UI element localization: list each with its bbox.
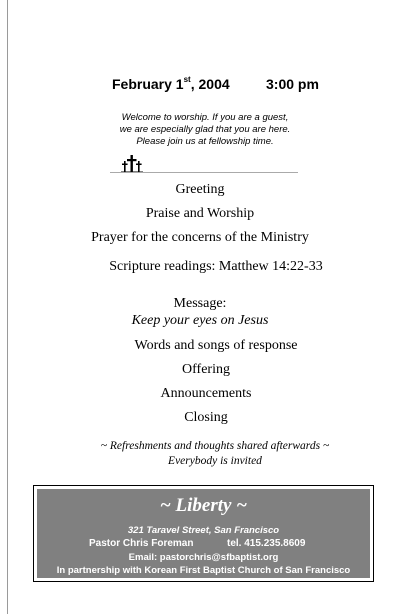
- welcome-line-1: Welcome to worship. If you are a guest,: [121, 112, 289, 123]
- welcome-line-2: we are especially glad that you are here.: [119, 124, 291, 135]
- item-scripture: Scripture readings: Matthew 14:22-33: [109, 259, 323, 274]
- item-closing: Closing: [184, 410, 228, 425]
- item-announcements: Announcements: [160, 386, 252, 401]
- footnote-line-1: ~ Refreshments and thoughts shared afterwards ~: [100, 440, 330, 452]
- church-name: ~ Liberty ~: [159, 495, 248, 516]
- pastor-phone: tel. 415.235.8609: [227, 538, 306, 549]
- message-title: Keep your eyes on Jesus: [131, 313, 269, 328]
- church-address: 321 Taravel Street, San Francisco: [127, 525, 280, 536]
- divider-line: [110, 172, 298, 173]
- banner-panel: [37, 489, 370, 578]
- church-info-banner: [33, 485, 374, 582]
- pastor-name: Pastor Chris Foreman: [89, 538, 194, 549]
- refreshments-note: [0, 439, 400, 469]
- partnership-line: In partnership with Korean First Baptist Church of San Francisco: [56, 565, 351, 576]
- service-date: February 1st, 2004: [112, 75, 230, 92]
- item-praise-worship: Praise and Worship: [145, 206, 255, 221]
- three-crosses-icon: [121, 155, 143, 173]
- item-prayer: Prayer for the concerns of the Ministry: [91, 230, 309, 245]
- item-offering: Offering: [182, 362, 230, 377]
- service-time: 3:00 pm: [266, 76, 319, 92]
- item-response: Words and songs of response: [134, 338, 298, 353]
- item-greeting: Greeting: [175, 182, 225, 197]
- welcome-message: [100, 112, 310, 148]
- footnote-line-2: Everybody is invited: [168, 455, 262, 467]
- welcome-line-3: Please join us at fellowship time.: [136, 136, 274, 147]
- pastor-email: Email: pastorchris@sfbaptist.org: [128, 552, 279, 563]
- message-label: Message:: [173, 296, 227, 311]
